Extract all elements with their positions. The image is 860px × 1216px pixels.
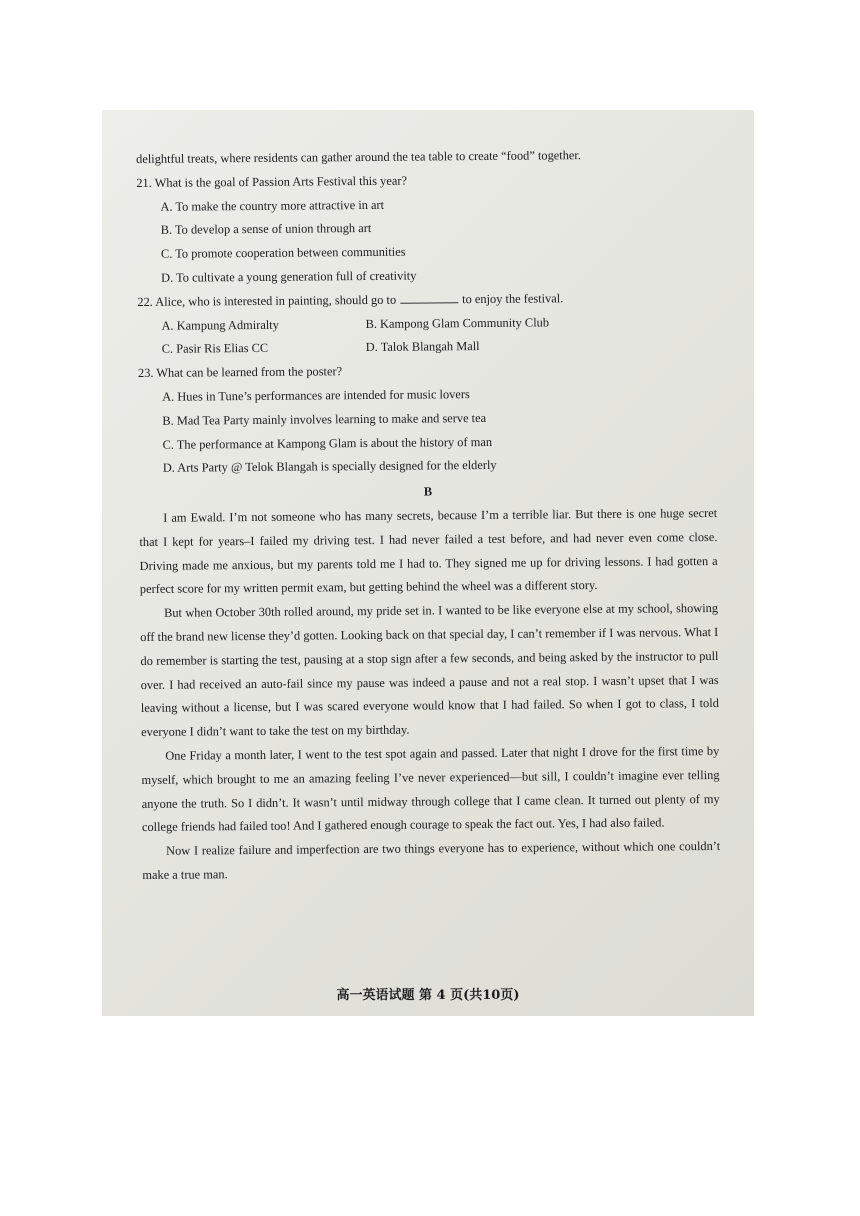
option-a: A. Hues in Tune’s performances are intended for music lovers [162,387,470,404]
passage-paragraph: But when October 30th rolled around, my pride set in. I wanted to be like everyone else at my school, showing off the brand new license they’d gotten. Looking back on that special day, I can’t remember if I was nervous. What I do remember is starting the test, pausing at a stop sign after a few seconds, and being asked by the instructor to pull over. I had received an auto-fail since my pause was indeed a pause and not a real stop. I wasn’t upset that I was leaving without a license, but I was scared everyone would know that I had failed. So when I got to class, I told everyone I didn’t want to take the test on my birthday. [140,601,719,740]
option-d: D. To cultivate a young generation full of creativity [161,268,417,285]
question-23 [138,357,717,481]
page-footer: 高一英语试题 第 4 页(共10页) [336,988,520,1003]
option-b: B. Kampong Glam Community Club [365,314,550,331]
question-21 [136,167,715,291]
passage-b [139,502,720,888]
passage-paragraph: One Friday a month later, I went to the test spot again and passed. Later that night I drove for the first time by myself, which brought to me an amazing feeling I’ve never experienced—but sill, I couldn’t imagine ever telling anyone the truth. So I didn’t. It wasn’t until midway through college that I came clean. It turned out plenty of my college friends had failed too! And I gathered enough courage to speak the fact out. Yes, I had also failed. [141,743,720,835]
option-a: A. Kampung Admiralty [161,317,279,333]
question-22 [137,286,716,362]
option-c: C. To promote cooperation between communities [160,244,406,261]
option-c: C. Pasir Ris Elias CC [161,341,269,357]
question-stem: 23. What can be learned from the poster? [137,364,343,381]
scanned-page-photo [102,110,754,1016]
passage-paragraph: Now I realize failure and imperfection are two things everyone has to experience, without which one couldn’t make a true man. [142,839,721,882]
option-d: D. Arts Party @ Telok Blangah is specially designed for the elderly [162,458,497,476]
stem-after-blank: to enjoy the festival. [462,291,564,306]
passage-paragraph: I am Ewald. I’m not someone who has many secrets, because I’m a terrible liar. But there is one huge secret that I kept for years–I failed my driving test. I had never failed a test before, and had never even come close. Driving made me anxious, but my parents told me I had to. They signed me up for driving lessons. I had gotten a perfect score for my written permit exam, but getting behind the wheel was a different story. [139,505,718,597]
answer-blank [400,290,458,304]
stem-before-blank: 22. Alice, who is interested in painting, should go to [137,292,397,309]
option-b: B. To develop a sense of union through art [160,221,372,238]
question-stem: 21. What is the goal of Passion Arts Festival this year? [136,173,407,190]
page-content [136,143,720,888]
continuation-line: delightful treats, where residents can gather around the tea table to create “food” together. [136,148,581,166]
option-a: A. To make the country more attractive in art [160,197,385,214]
section-heading: B [423,484,433,499]
option-b: B. Mad Tea Party mainly involves learning to make and serve tea [162,410,487,428]
option-d: D. Talok Blangah Mall [365,339,480,355]
option-c: C. The performance at Kampong Glam is about the history of man [162,434,493,452]
